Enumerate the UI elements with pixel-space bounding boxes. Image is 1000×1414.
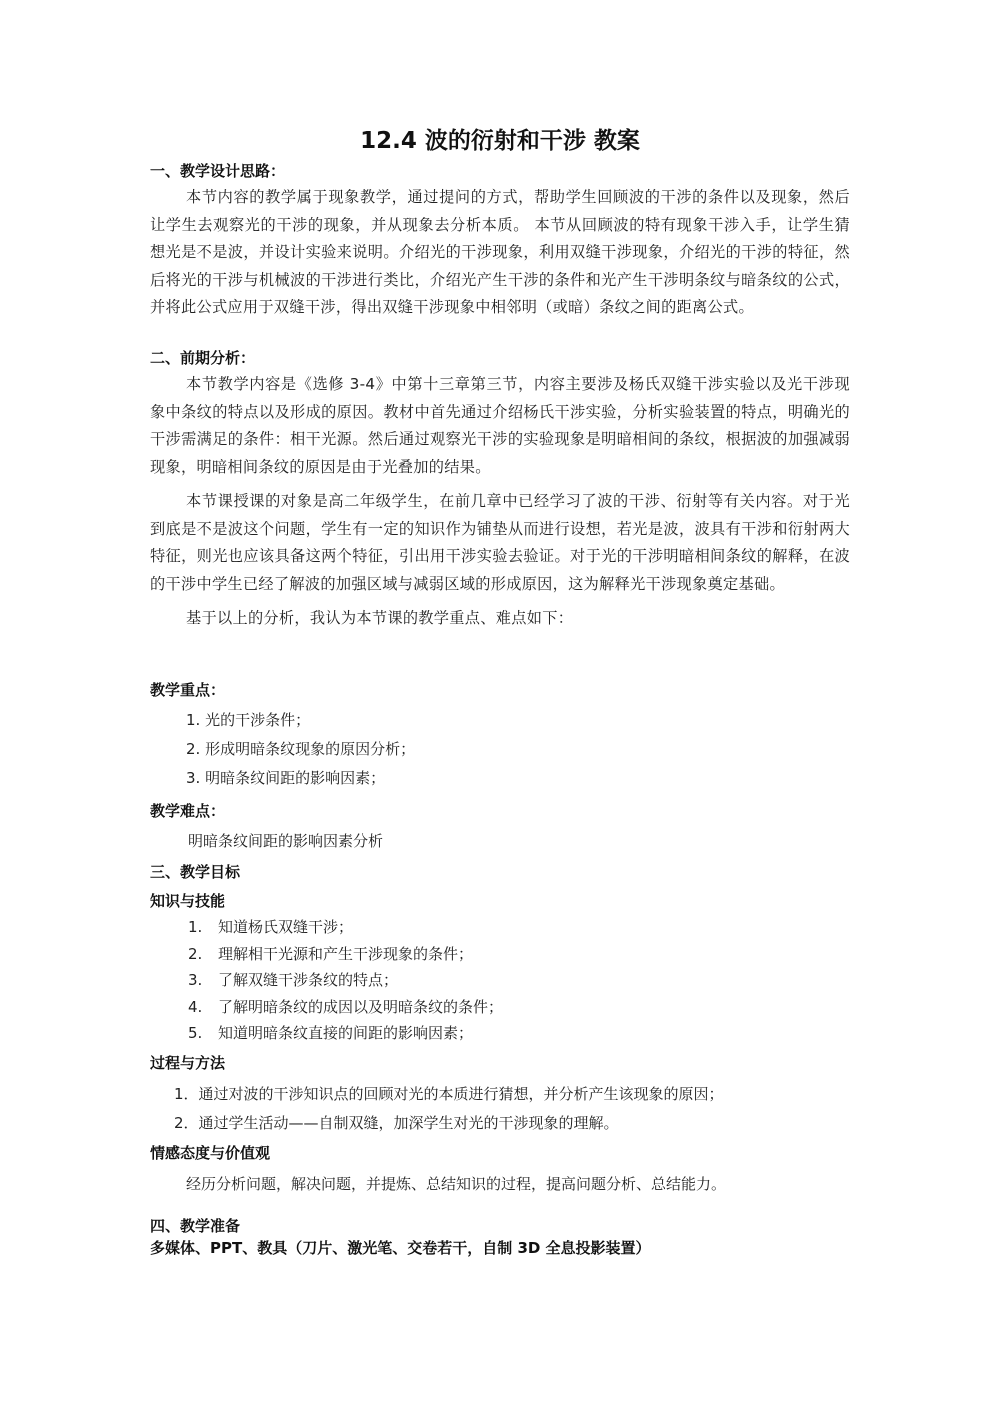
list-item: 3. 了解双缝干涉条纹的特点； <box>188 971 399 989</box>
list-item: 5. 知道明暗条纹直接的间距的影响因素； <box>188 1024 474 1042</box>
document-title: 12.4 波的衍射和干涉 教案 <box>360 128 640 154</box>
paragraph: 本节课授课的对象是高二年级学生，在前几章中已经学习了波的干涉、衍射等有关内容。对于光到底是不是波这个问题，学生有一定的知识作为铺垫从而进行设想，若光是波，波具有干涉和衍射两大特征，则光也应该具备这两个特征，引出用干涉实验去验证。对于光的干涉明暗相间条纹的解释，在波的干涉中学生已经了解波的加强区域与减弱区域的形成原因，这为解释光干涉现象奠定基础。 <box>150 492 850 593</box>
section-emotion-values <box>150 1140 850 1199</box>
section-process-methods <box>150 1050 850 1138</box>
paragraph: 基于以上的分析，我认为本节课的教学重点、难点如下： <box>186 609 574 627</box>
section-design-approach <box>150 158 850 322</box>
subsection-heading: 教学重点： <box>150 681 226 699</box>
section-heading: 四、教学准备 <box>150 1217 241 1235</box>
list-item: 1．通过对波的干涉知识点的回顾对光的本质进行猜想，并分析产生该现象的原因； <box>174 1085 724 1103</box>
list-item: 2．通过学生活动——自制双缝，加深学生对光的干涉现象的理解。 <box>174 1114 619 1132</box>
subsection-heading: 教学难点： <box>150 802 226 820</box>
list-item: 1. 光的干涉条件； <box>186 711 311 729</box>
knowledge-list <box>150 914 850 1047</box>
list-item: 1. 知道杨氏双缝干涉； <box>188 918 354 936</box>
section-teaching-preparation <box>150 1215 850 1259</box>
section-heading: 三、教学目标 <box>150 863 241 881</box>
paragraph: 本节教学内容是《选修 3-4》中第十三章第三节，内容主要涉及杨氏双缝干涉实验以及光干涉现象中条纹的特点以及形成的原因。教材中首先通过介绍杨氏干涉实验，分析实验装置的特点，明确光的干涉需满足的条件：相干光源。然后通过观察光干涉的实验现象是明暗相间的条纹，根据波的加强减弱现象，明暗相间条纹的原因是由于光叠加的结果。 <box>150 375 850 476</box>
section-heading: 一、教学设计思路： <box>150 162 286 180</box>
section-key-points <box>150 677 850 793</box>
emotion-text: 经历分析问题，解决问题，并提炼、总结知识的过程，提高问题分析、总结能力。 <box>186 1175 727 1193</box>
section-teaching-goals <box>150 859 850 1047</box>
subsection-heading: 情感态度与价值观 <box>150 1144 271 1162</box>
section-preliminary-analysis <box>150 345 850 633</box>
subsection-heading: 过程与方法 <box>150 1054 226 1072</box>
preparation-text: 多媒体、PPT、教具（刀片、激光笔、交卷若干，自制 3D 全息投影装置） <box>150 1239 651 1257</box>
list-item: 3. 明暗条纹间距的影响因素； <box>186 769 386 787</box>
list-item: 2. 形成明暗条纹现象的原因分析； <box>186 740 416 758</box>
section-difficulties <box>150 798 850 856</box>
difficulty-text: 明暗条纹间距的影响因素分析 <box>188 832 384 850</box>
list-item: 4. 了解明暗条纹的成因以及明暗条纹的条件； <box>188 997 504 1016</box>
section-heading: 二、前期分析： <box>150 349 256 367</box>
paragraph: 本节内容的教学属于现象教学，通过提问的方式，帮助学生回顾波的干涉的条件以及现象，然后让学生去观察光的干涉的现象，并从现象去分析本质。 本节从回顾波的特有现象干涉入手，让学生猜想光是不是波，并设计实验来说明。介绍光的干涉现象，利用双缝干涉现象，介绍光的干涉的特征，然后将光的干涉与机械波的干涉进行类比，介绍光产生干涉的条件和光产生干涉明条纹与暗条纹的公式，并将此公式应用于双缝干涉，得出双缝干涉现象中相邻明（或暗）条纹之间的距离公式。 <box>150 188 850 316</box>
subsection-heading: 知识与技能 <box>150 892 226 910</box>
list-item: 2. 理解相干光源和产生干涉现象的条件； <box>188 944 474 963</box>
